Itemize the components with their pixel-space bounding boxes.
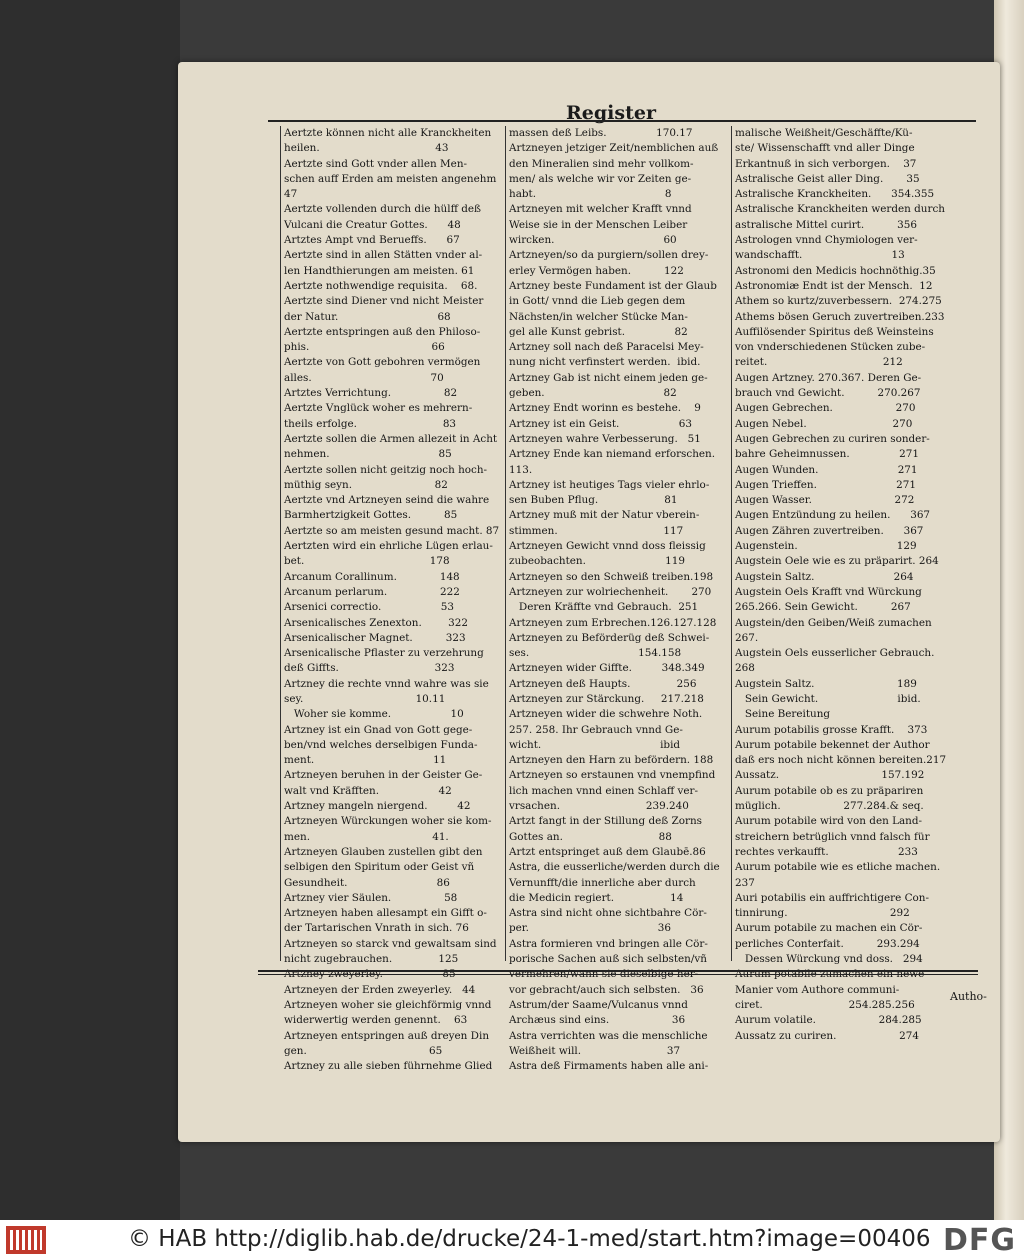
register-entry-line: ste/ Wissenschafft vnd aller Dinge xyxy=(735,142,915,155)
register-entry-line: Artzney Ende kan niemand erforschen. xyxy=(509,448,716,461)
register-entry-line: gen. 65 xyxy=(284,1044,443,1057)
register-entry-line: der Natur. 68 xyxy=(284,310,451,323)
register-entry-line: malische Weißheit/Geschäffte/Kü- xyxy=(735,127,913,139)
register-entry-line: stimmen. 117 xyxy=(509,524,684,537)
register-entry-line: Artzneyen beruhen in der Geister Ge- xyxy=(284,769,483,782)
register-entry-line: Auri potabilis ein auffrichtigere Con- xyxy=(735,891,929,904)
register-entry-line: Arsenicalische Pflaster zu verzehrung xyxy=(284,647,484,660)
register-entry-line: vrsachen. 239.240 xyxy=(509,800,689,813)
register-entry-line: Artzneyen mit welcher Krafft vnnd xyxy=(509,203,692,216)
register-entry-line: Augen Entzündung zu heilen. 367 xyxy=(735,509,931,522)
register-entry-line: Aertzte vnd Artzneyen seind die wahre xyxy=(284,494,490,507)
register-entry-line: widerwertig werden genennt. 63 xyxy=(284,1014,468,1027)
register-entry-line: Augstein Oels Krafft vnd Würckung xyxy=(735,585,922,598)
register-entry-line: rechtes verkaufft. 233 xyxy=(735,845,918,858)
register-entry-line: Artzneyen wahre Verbesserung. 51 xyxy=(509,432,701,445)
register-entry-line: Aertzte sind Diener vnd nicht Meister xyxy=(284,295,484,308)
register-entry-line: der Tartarischen Vnrath in sich. 76 xyxy=(284,922,469,935)
register-entry-line: Artzney zu alle sieben führnehme Glied xyxy=(284,1060,493,1073)
register-entry-line: Augenstein. 129 xyxy=(735,540,917,553)
register-entry-line: Augstein Oels eusserlicher Gebrauch. xyxy=(735,647,935,660)
register-entry-line: Athems bösen Geruch zuvertreiben.233 xyxy=(735,310,945,323)
register-entry-line: Astrum/der Saame/Vulcanus vnnd xyxy=(509,998,688,1011)
register-entry-line: Augen Nebel. 270 xyxy=(735,417,913,430)
register-entry-line: deß Giffts. 323 xyxy=(284,662,455,675)
register-entry-line: men. 41. xyxy=(284,830,449,843)
register-entry-line: Artzneyen so den Schweiß treiben.198 xyxy=(509,570,714,583)
register-page xyxy=(178,62,1000,1142)
register-entry-line: ses. 154.158 xyxy=(509,647,682,660)
register-entry-line: habt. 8 xyxy=(509,188,672,201)
register-entry-line: Gesundheit. 86 xyxy=(284,876,450,889)
register-entry-line: Artzneyen den Harn zu befördern. 188 xyxy=(509,754,714,767)
register-entry-line: zubeobachten. 119 xyxy=(509,555,686,568)
register-entry-line: 267. xyxy=(735,631,759,644)
register-entry-line: von vnderschiedenen Stücken zube- xyxy=(735,341,926,354)
register-entry-line: sey. 10.11 xyxy=(284,692,446,705)
register-entry-line: in Gott/ vnnd die Lieb gegen dem xyxy=(509,295,686,308)
register-entry-line: Seine Bereitung xyxy=(735,708,831,721)
register-entry-line: 268 xyxy=(735,662,755,675)
register-entry-line: Arcanum Corallinum. 148 xyxy=(284,570,460,583)
register-entry-line: Archæus sind eins. 36 xyxy=(509,1014,686,1027)
register-entry-line: Weißheit will. 37 xyxy=(509,1044,681,1057)
register-entry-line: Astralische Kranckheiten. 354.355 xyxy=(735,188,935,201)
register-entry-line: 257. 258. Ihr Gebrauch vnnd Ge- xyxy=(509,723,683,736)
register-entry-line: Artzney soll nach deß Paracelsi Mey- xyxy=(509,341,704,354)
register-entry-line: Artzney vier Säulen. 58 xyxy=(284,891,458,904)
register-entry-line: Artzney muß mit der Natur vberein- xyxy=(509,509,700,522)
register-entry-line: Astronomiæ Endt ist der Mensch. 12 xyxy=(735,279,933,292)
register-entry-line: Augen Gebrechen. 270 xyxy=(735,402,916,415)
register-entry-line: Artzneyen zur Stärckung. 217.218 xyxy=(509,692,704,705)
register-entry-line: wicht. ibid xyxy=(509,738,681,751)
register-entry-line: Aertzte nothwendige requisita. 68. xyxy=(284,279,478,292)
register-column-2 xyxy=(506,126,732,1073)
register-entry-line: wandschafft. 13 xyxy=(735,249,905,262)
register-entry-line: Gottes an. 88 xyxy=(509,830,672,843)
register-entry-line: perliches Conterfait. 293.294 xyxy=(735,937,920,950)
register-entry-line: Augen Zähren zuvertreiben. 367 xyxy=(735,524,924,537)
register-entry-line: Artzt fangt in der Stillung deß Zorns xyxy=(509,815,702,828)
register-entry-line: Artzney ist ein Gnad von Gott gege- xyxy=(284,723,473,736)
register-entry-line: Aurum potabile zumachen ein newe xyxy=(735,968,925,981)
register-entry-line: Aertzte sind in allen Stätten vnder al- xyxy=(284,249,483,262)
register-entry-line: lich machen vnnd einen Schlaff ver- xyxy=(509,784,699,797)
register-entry-line: Aertzte so am meisten gesund macht. 87 xyxy=(284,524,500,537)
register-entry-line: Aertzte entspringen auß den Philoso- xyxy=(284,325,481,338)
register-entry-line: Artzney ist ein Geist. 63 xyxy=(509,417,692,430)
register-entry-line: alles. 70 xyxy=(284,371,444,384)
register-entry-line: Astra verrichten was die menschliche xyxy=(509,1029,708,1042)
dfg-logo: DFG xyxy=(942,1223,1016,1258)
register-entry-line: Artzney die rechte vnnd wahre was sie xyxy=(284,677,489,690)
register-entry-line: Artzneyen zur wolriechenheit. 270 xyxy=(509,585,712,598)
register-entry-line: schen auff Erden am meisten angenehm xyxy=(284,172,497,185)
register-entry-line: Artzneyen deß Haupts. 256 xyxy=(509,677,697,690)
viewer-footer xyxy=(0,1220,1024,1260)
register-entry-line: Artzneyen haben allesampt ein Gifft o- xyxy=(284,907,487,920)
register-entry-line: Artzneyen Glauben zustellen gibt den xyxy=(284,845,483,858)
register-entry-line: Astra, die eusserliche/werden durch die xyxy=(509,861,720,874)
register-entry-line: wircken. 60 xyxy=(509,234,677,247)
register-entry-line: Augen Gebrechen zu curiren sonder- xyxy=(735,432,930,445)
register-entry-line: men/ als welche wir vor Zeiten ge- xyxy=(509,172,692,185)
register-entry-line: Deren Kräffte vnd Gebrauch. 251 xyxy=(509,601,699,614)
register-entry-line: 265.266. Sein Gewicht. 267 xyxy=(735,601,911,614)
register-entry-line: Artzneyen zu Beförderüg deß Schwei- xyxy=(509,631,710,644)
register-entry-line: nung nicht verfinstert werden. ibid. xyxy=(509,356,701,369)
register-entry-line: Aurum potabile zu machen ein Cör- xyxy=(735,922,923,935)
register-entry-line: Astralische Kranckheiten werden durch xyxy=(735,203,945,216)
register-entry-line: Augen Wunden. 271 xyxy=(735,463,918,476)
register-entry-line: die Medicin regiert. 14 xyxy=(509,891,684,904)
register-entry-line: vor gebracht/auch sich selbsten. 36 xyxy=(509,983,704,996)
register-entry-line: streichern betrüglich vnnd falsch für xyxy=(735,830,930,843)
register-entry-line: Aurum potabile ob es zu präpariren xyxy=(735,784,924,797)
register-entry-line: vermehren/wann sie dieselbige her- xyxy=(509,968,699,981)
register-entry-line: müglich. 277.284.& seq. xyxy=(735,800,924,813)
register-entry-line: Artzney mangeln niergend. 42 xyxy=(284,800,471,813)
register-entry-line: heilen. 43 xyxy=(284,142,449,155)
register-entry-line: Artzney ist heutiges Tags vieler ehrlo- xyxy=(509,478,710,491)
register-entry-line: 47 xyxy=(284,188,298,201)
register-entry-line: Artztes Verrichtung. 82 xyxy=(284,387,458,400)
register-entry-line: Auffilösender Spiritus deß Weinsteins xyxy=(735,325,934,338)
register-columns xyxy=(280,126,958,1073)
register-entry-line: Artzneyen so erstaunen vnd vnempfind xyxy=(509,769,716,782)
register-entry-line: walt vnd Kräfften. 42 xyxy=(284,784,452,797)
register-entry-line: Athem so kurtz/zuverbessern. 274.275 xyxy=(735,295,942,308)
register-entry-line: Artzneyen Würckungen woher sie kom- xyxy=(284,815,492,828)
register-entry-line: bahre Geheimnussen. 271 xyxy=(735,448,919,461)
register-entry-line: per. 36 xyxy=(509,922,671,935)
copyright-url[interactable]: © HAB http://diglib.hab.de/drucke/24-1-med/start.htm?image=00406 xyxy=(128,1226,931,1252)
register-entry-line: nehmen. 85 xyxy=(284,448,452,461)
register-entry-line: Artzney beste Fundament ist der Glaub xyxy=(509,279,717,292)
register-entry-line: Sein Gewicht. ibid. xyxy=(735,692,921,705)
register-entry-line: Augstein Oele wie es zu präparirt. 264 xyxy=(735,555,939,568)
register-entry-line: Astra sind nicht ohne sichtbahre Cör- xyxy=(509,907,707,920)
register-entry-line: Aurum volatile. 284.285 xyxy=(735,1014,922,1027)
register-entry-line: Arcanum perlarum. 222 xyxy=(284,585,460,598)
register-entry-line: geben. 82 xyxy=(509,387,677,400)
page-header: Register xyxy=(566,102,656,124)
register-entry-line: Aertzte sollen die Armen allezeit in Acht xyxy=(284,432,498,445)
register-entry-line: Artzt entspringet auß dem Glaubē.86 xyxy=(509,845,706,858)
register-entry-line: Artzney Gab ist nicht einem jeden ge- xyxy=(509,371,708,384)
register-entry-line: nicht zugebrauchen. 125 xyxy=(284,953,459,966)
register-entry-line: brauch vnd Gewicht. 270.267 xyxy=(735,387,921,400)
register-entry-line: 237 xyxy=(735,876,755,889)
register-entry-line: Dessen Würckung vnd doss. 294 xyxy=(735,953,923,966)
register-entry-line: len Handthierungen am meisten. 61 xyxy=(284,264,475,277)
register-entry-line: Aurum potabile wie es etliche machen. xyxy=(735,861,941,874)
register-entry-line: ben/vnd welches derselbigen Funda- xyxy=(284,738,478,751)
register-entry-line: Augen Trieffen. 271 xyxy=(735,478,916,491)
register-entry-line: Augen Wasser. 272 xyxy=(735,494,915,507)
register-entry-line: Aurum potabile wird von den Land- xyxy=(735,815,923,828)
register-entry-line: Aertzte Vnglück woher es mehrern- xyxy=(284,402,473,415)
register-entry-line: Woher sie komme. 10 xyxy=(284,708,464,721)
register-entry-line: Aurum potabilis grosse Krafft. 373 xyxy=(735,723,928,736)
register-entry-line: astralische Mittel curirt. 356 xyxy=(735,218,918,231)
register-entry-line: Astra deß Firmaments haben alle ani- xyxy=(509,1060,709,1073)
register-entry-line: Aertzte von Gott gebohren vermögen xyxy=(284,356,481,369)
register-entry-line: Arsenici correctio. 53 xyxy=(284,601,454,614)
register-entry-line: Artzneyen so starck vnd gewaltsam sind xyxy=(284,937,497,950)
register-entry-line: daß ers noch nicht können bereiten.217 xyxy=(735,754,947,767)
register-entry-line: Augstein Saltz. 189 xyxy=(735,677,917,690)
register-entry-line: Artztes Ampt vnd Berueffs. 67 xyxy=(284,234,460,247)
register-entry-line: Weise sie in der Menschen Leiber xyxy=(509,218,688,231)
register-entry-line: bet. 178 xyxy=(284,555,450,568)
register-entry-line: erley Vermögen haben. 122 xyxy=(509,264,684,277)
register-entry-line: phis. 66 xyxy=(284,341,445,354)
register-entry-line: Barmhertzigkeit Gottes. 85 xyxy=(284,509,458,522)
register-entry-line: Aertzte sollen nicht geitzig noch hoch- xyxy=(284,463,488,476)
register-entry-line: Artzneyen zum Erbrechen.126.127.128 xyxy=(509,616,717,629)
register-entry-line: Aertzten wird ein ehrliche Lügen erlau- xyxy=(284,540,493,553)
register-entry-line: Aertzte vollenden durch die hülff deß xyxy=(284,203,481,216)
register-entry-line: Astrologen vnnd Chymiologen ver- xyxy=(735,234,918,247)
register-entry-line: müthig seyn. 82 xyxy=(284,478,448,491)
register-entry-line: Vernunfft/die innerliche aber durch xyxy=(509,876,696,889)
register-entry-line: Artzneyen jetziger Zeit/nemblichen auß xyxy=(509,142,719,155)
register-entry-line: theils erfolge. 83 xyxy=(284,417,457,430)
register-entry-line: Astra formieren vnd bringen alle Cör- xyxy=(509,937,708,950)
register-entry-line: Artzneyen/so da purgiern/sollen drey- xyxy=(509,249,709,262)
register-entry-line: Augstein/den Geiben/Weiß zumachen xyxy=(735,616,932,629)
register-entry-line: porische Sachen auß sich selbsten/vñ xyxy=(509,953,707,966)
register-entry-line: selbigen den Spiritum oder Geist vñ xyxy=(284,861,475,874)
register-entry-line: Aertzte können nicht alle Kranckheiten xyxy=(284,127,492,139)
register-entry-line: Erkantnuß in sich verborgen. 37 xyxy=(735,157,917,170)
register-entry-line: Aussatz zu curiren. 274 xyxy=(735,1029,919,1042)
register-column-3 xyxy=(732,126,958,1042)
register-entry-line: den Mineralien sind mehr vollkom- xyxy=(509,157,694,170)
register-entry-line: Artzney zweyerley. 85 xyxy=(284,968,456,981)
register-entry-line: Aussatz. 157.192 xyxy=(735,769,925,782)
register-entry-line: tinnirung. 292 xyxy=(735,907,910,920)
register-entry-line: Artzney Endt worinn es bestehe. 9 xyxy=(509,402,701,415)
hab-logo-icon xyxy=(6,1226,46,1254)
register-entry-line: reitet. 212 xyxy=(735,356,903,369)
register-column-1 xyxy=(280,126,506,1073)
register-entry-line: Artzneyen wider Giffte. 348.349 xyxy=(509,662,705,675)
register-entry-line: Artzneyen der Erden zweyerley. 44 xyxy=(284,983,476,996)
register-entry-line: Nächsten/in welcher Stücke Man- xyxy=(509,310,688,323)
register-entry-line: Artzneyen wider die schwehre Noth. xyxy=(509,708,703,721)
register-entry-line: Augen Artzney. 270.367. Deren Ge- xyxy=(735,371,922,384)
register-entry-line: Manier vom Authore communi- xyxy=(735,983,900,996)
register-entry-line: Aertzte sind Gott vnder allen Men- xyxy=(284,157,468,170)
register-entry-line: sen Buben Pflug. 81 xyxy=(509,494,678,507)
register-entry-line: Astronomi den Medicis hochnöthig.35 xyxy=(735,264,936,277)
header-rule xyxy=(268,120,976,122)
register-entry-line: Augstein Saltz. 264 xyxy=(735,570,914,583)
register-entry-line: Vulcani die Creatur Gottes. 48 xyxy=(284,218,461,231)
register-entry-line: ment. 11 xyxy=(284,754,447,767)
register-entry-line: massen deß Leibs. 170.17 xyxy=(509,127,693,139)
register-entry-line: Artzneyen Gewicht vnnd doss fleissig xyxy=(509,540,706,553)
catchword: Autho- xyxy=(950,990,987,1003)
footer-rule-thin xyxy=(258,974,978,975)
register-entry-line: Artzneyen woher sie gleichförmig vnnd xyxy=(284,998,492,1011)
register-entry-line: Aurum potabile bekennet der Author xyxy=(735,738,930,751)
register-entry-line: Arsenicalischer Magnet. 323 xyxy=(284,631,466,644)
register-entry-line: Astralische Geist aller Ding. 35 xyxy=(735,172,920,185)
register-entry-line: gel alle Kunst gebrist. 82 xyxy=(509,325,688,338)
scanner-background xyxy=(0,0,180,1220)
register-entry-line: 113. xyxy=(509,463,533,476)
register-entry-line: ciret. 254.285.256 xyxy=(735,998,915,1011)
register-entry-line: Artzneyen entspringen auß dreyen Din xyxy=(284,1029,490,1042)
register-entry-line: Arsenicalisches Zenexton. 322 xyxy=(284,616,469,629)
footer-rule xyxy=(258,970,978,972)
